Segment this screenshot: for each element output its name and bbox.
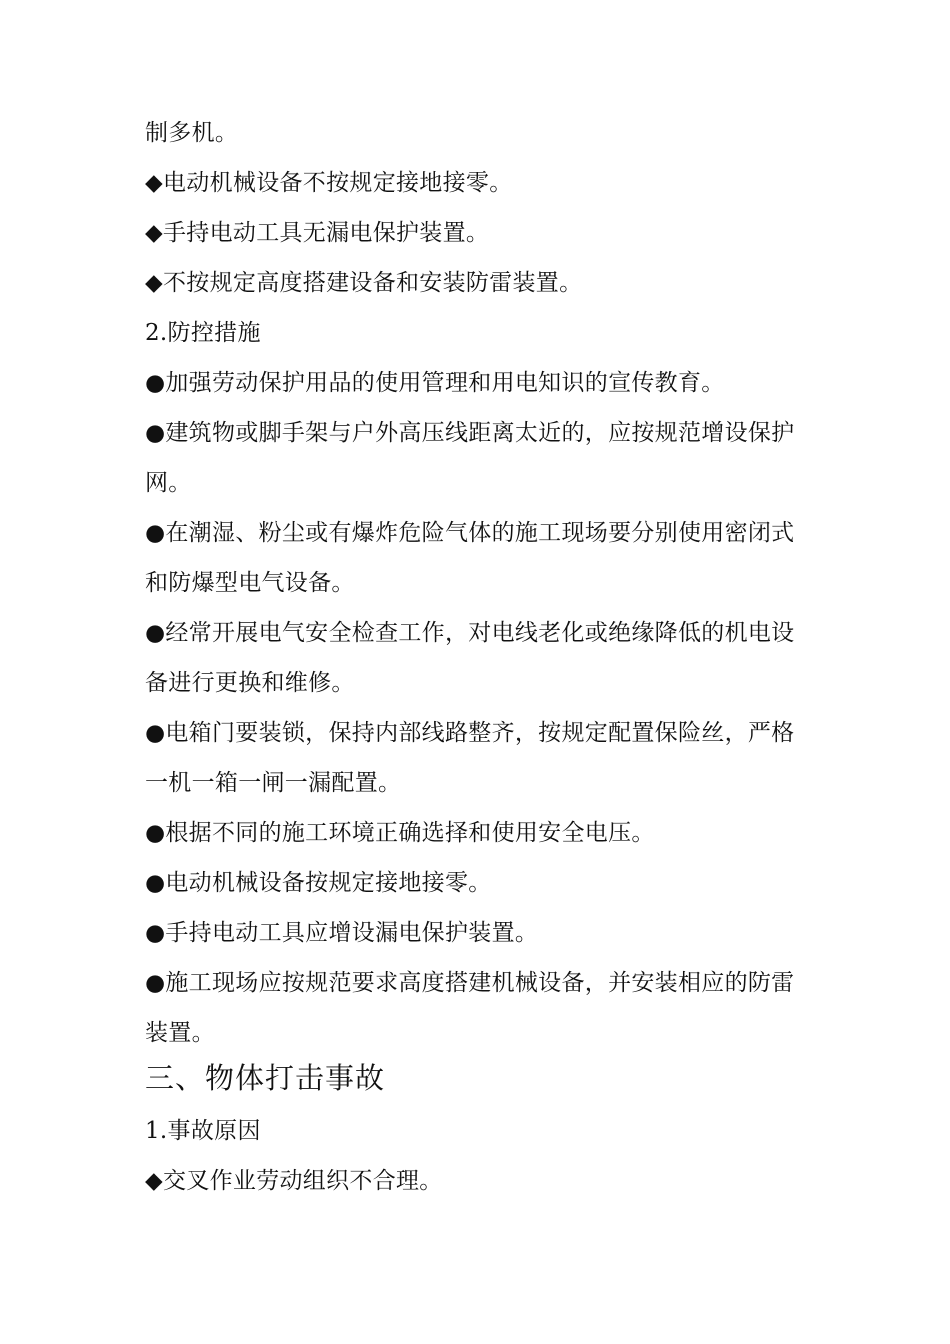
bullet-item: ◆交叉作业劳动组织不合理。 xyxy=(145,1168,443,1194)
bullet-item: ●根据不同的施工环境正确选择和使用安全电压。 xyxy=(145,820,655,846)
subsection-title: 1.事故原因 xyxy=(145,1118,261,1144)
bullet-item: ●手持电动工具应增设漏电保护装置。 xyxy=(145,920,539,946)
text-line: 一机一箱一闸一漏配置。 xyxy=(145,770,402,796)
bullet-item: ●加强劳动保护用品的使用管理和用电知识的宣传教育。 xyxy=(145,370,725,396)
bullet-item: ●电动机械设备按规定接地接零。 xyxy=(145,870,492,896)
subsection-title: 2.防控措施 xyxy=(145,320,261,346)
text-line: 制多机。 xyxy=(145,120,239,146)
bullet-item: ●施工现场应按规范要求高度搭建机械设备，并安装相应的防雷 xyxy=(145,970,795,996)
text-line: 备进行更换和维修。 xyxy=(145,670,355,696)
bullet-item: ◆不按规定高度搭建设备和安装防雷装置。 xyxy=(145,270,583,296)
section-heading: 三、物体打击事故 xyxy=(145,1061,386,1095)
bullet-item: ●在潮湿、粉尘或有爆炸危险气体的施工现场要分别使用密闭式 xyxy=(145,520,795,546)
bullet-item: ●电箱门要装锁，保持内部线路整齐，按规定配置保险丝，严格 xyxy=(145,720,795,746)
text-line: 网。 xyxy=(145,470,192,496)
bullet-item: ◆电动机械设备不按规定接地接零。 xyxy=(145,170,513,196)
text-line: 和防爆型电气设备。 xyxy=(145,570,355,596)
bullet-item: ◆手持电动工具无漏电保护装置。 xyxy=(145,220,490,246)
bullet-item: ●建筑物或脚手架与户外高压线距离太近的，应按规范增设保护 xyxy=(145,420,795,446)
bullet-item: ●经常开展电气安全检查工作，对电线老化或绝缘降低的机电设 xyxy=(145,620,795,646)
text-line: 装置。 xyxy=(145,1020,215,1046)
